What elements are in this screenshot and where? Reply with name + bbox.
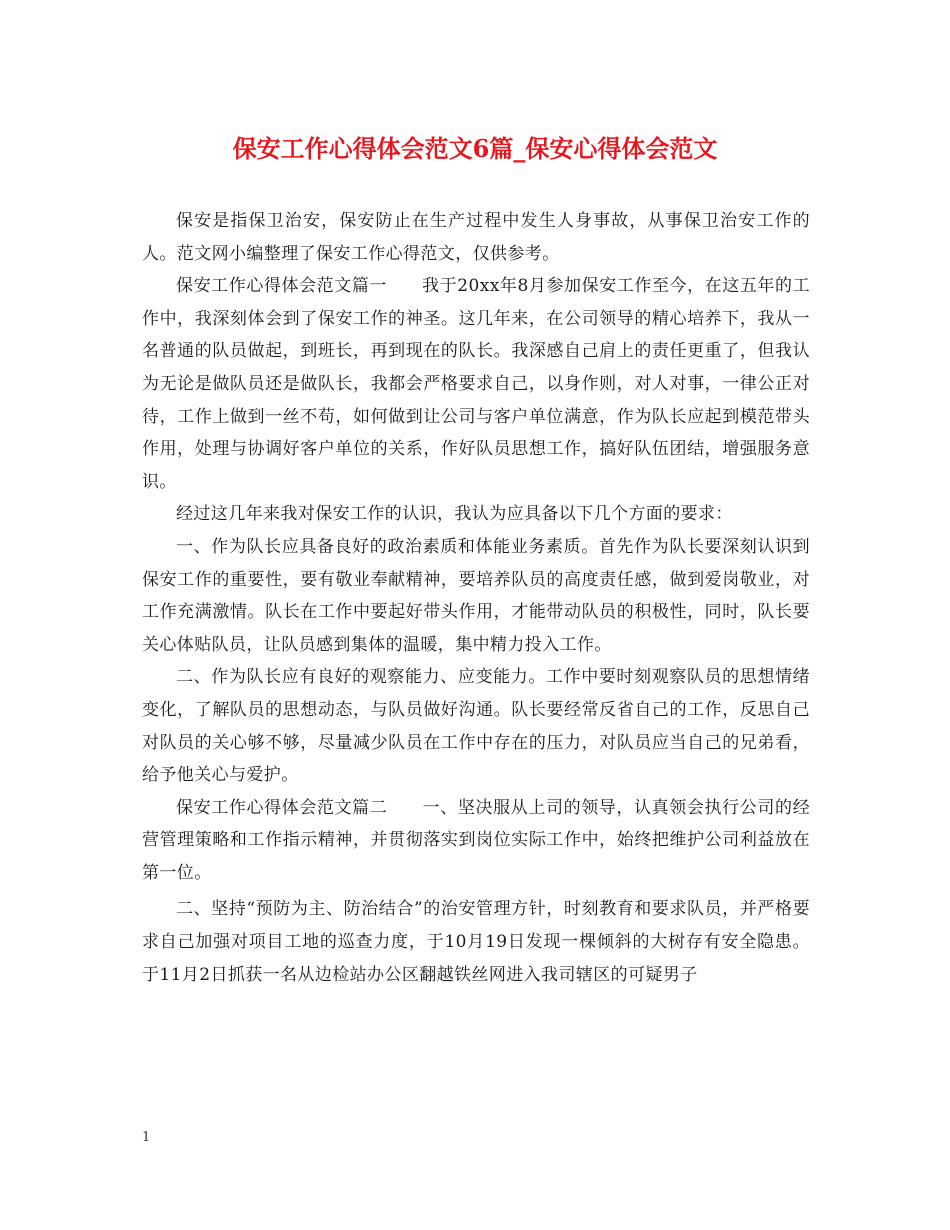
- paragraph-article-two-point-two: 二、坚持“预防为主、防治结合”的治安管理方针，时刻教育和要求队员，并严格要求自己加强对项目工地的巡查力度，于10月19日发现一棵倾斜的大树存有安全隐患。于11月2日抓获一名从边检站办公区翻越铁丝网进入我司辖区的可疑男子: [142, 899, 810, 985]
- paragraph-requirements: 经过这几年来我对保安工作的认识，我认为应具备以下几个方面的要求：: [176, 504, 733, 525]
- page-number: 1: [142, 1130, 151, 1145]
- paragraph-point-one: 一、作为队长应具备良好的政治素质和体能业务素质。首先作为队长要深刻认识到保安工作的重要性，要有敬业奉献精神，要培养队员的高度责任感，做到爱岗敬业，对工作充满激情。队长在工作中要起好带头作用，才能带动队员的积极性，同时，队长要关心体贴队员，让队员感到集体的温暖，集中精力投入工作。: [142, 536, 810, 655]
- paragraph-point-two: 二、作为队长应有良好的观察能力、应变能力。工作中要时刻观察队员的思想情绪变化，了解队员的思想动态，与队员做好沟通。队长要经常反省自己的工作，反思自己对队员的关心够不够，尽量减少队员在工作中存在的压力，对队员应当自己的兄弟看，给予他关心与爱护。: [142, 667, 810, 786]
- paragraph-article-two: 保安工作心得体会范文篇二 一、坚决服从上司的领导，认真领会执行公司的经营管理策略和工作指示精神，并贯彻落实到岗位实际工作中，始终把维护公司利益放在第一位。: [142, 797, 810, 883]
- document-title: 保安工作心得体会范文6篇_保安心得体会范文: [232, 134, 718, 163]
- paragraph-article-one: 保安工作心得体会范文篇一 我于20xx年8月参加保安工作至今，在这五年的工作中，我深刻体会到了保安工作的神圣。这几年来，在公司领导的精心培养下，我从一名普通的队员做起，到班长，再到现在的队长。我深感自己肩上的责任更重了，但我认为无论是做队员还是做队长，我都会严格要求自己，以身作则，对人对事，一律公正对待，工作上做到一丝不苟，如何做到让公司与客户单位满意，作为队长应起到模范带头作用，处理与协调好客户单位的关系，作好队员思想工作，搞好队伍团结，增强服务意识。: [142, 276, 810, 492]
- document-body: [142, 205, 810, 991]
- paragraph-intro: 保安是指保卫治安，保安防止在生产过程中发生人身事故，从事保卫治安工作的人。范文网小编整理了保安工作心得范文，仅供参考。: [142, 211, 810, 264]
